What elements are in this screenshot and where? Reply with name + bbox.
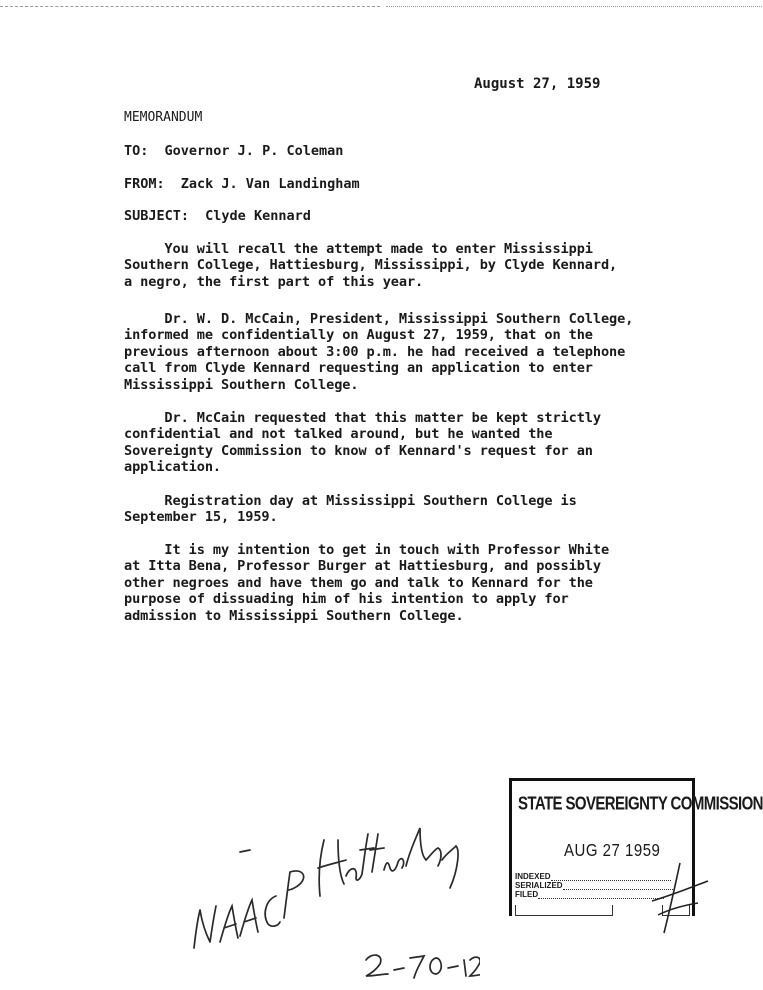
stamp-date: AUG 27 1959 bbox=[564, 841, 661, 861]
stamp-field-indexed: INDEXED bbox=[515, 872, 671, 881]
body-paragraph: It is my intention to get in touch with Professor White at Itta Bena, Professor Burger at Hattiesburg, and possibly other negroes and have them go and talk to Kennard for the purpose of dissuading him of his intention to apply for admission to Mississippi Southern College. bbox=[124, 542, 610, 624]
stamp-initials-mark bbox=[642, 851, 712, 941]
handwritten-notation bbox=[180, 810, 480, 990]
body-paragraph: Dr. McCain requested that this matter be kept strictly confidential and not talked around, but he wanted the Sovereignty Commission to know of Kennard's request for an application. bbox=[124, 410, 601, 476]
subject-line bbox=[124, 208, 311, 224]
to-value: Governor J. P. Coleman bbox=[164, 143, 344, 159]
to-label: TO: bbox=[124, 143, 149, 159]
body-paragraph: Registration day at Mississippi Southern College is September 15, 1959. bbox=[124, 493, 577, 526]
from-value: Zack J. Van Landingham bbox=[180, 176, 360, 192]
to-line bbox=[124, 143, 343, 159]
memo-heading: MEMORANDUM bbox=[124, 110, 203, 125]
stamp-field-filed: FILED bbox=[515, 890, 664, 899]
body-paragraph: You will recall the attempt made to enter Mississippi Southern College, Hattiesburg, Mississippi, by Clyde Kennard, a negro, the first part of this year. bbox=[124, 241, 618, 290]
sovereignty-commission-stamp bbox=[509, 778, 763, 916]
memo-date: August 27, 1959 bbox=[474, 76, 601, 92]
from-label: FROM: bbox=[124, 176, 165, 192]
stamp-field-serialized: SERIALIZED bbox=[515, 881, 673, 890]
body-paragraph: Dr. W. D. McCain, President, Mississippi Southern College, informed me confidentially on August 27, 1959, that on the previous afternoon about 3:00 p.m. he had received a telephone call from Clyde Kennard requesting an application to enter Mississippi Southern College. bbox=[124, 311, 634, 393]
stamp-title: STATE SOVEREIGNTY COMMISSION bbox=[518, 793, 763, 815]
subject-label: SUBJECT: bbox=[124, 208, 190, 224]
subject-value: Clyde Kennard bbox=[205, 208, 311, 224]
from-line bbox=[124, 176, 360, 192]
stamp-box bbox=[515, 905, 613, 916]
